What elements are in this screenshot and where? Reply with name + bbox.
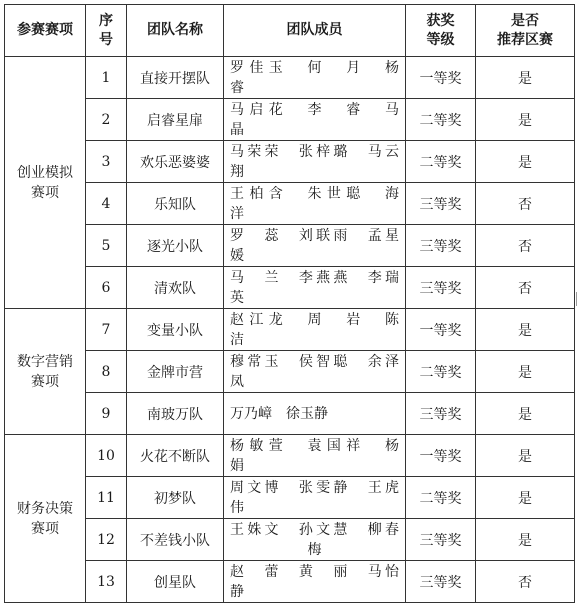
team-members: 马启花 李 睿 马 晶	[224, 99, 406, 141]
award-level: 三等奖	[406, 519, 476, 561]
table-row	[5, 183, 575, 225]
award-level: 二等奖	[406, 351, 476, 393]
award-level: 三等奖	[406, 267, 476, 309]
team-name: 乐知队	[127, 183, 224, 225]
team-name: 变量小队	[127, 309, 224, 351]
recommend-flag: 是	[476, 141, 575, 183]
row-number: 2	[86, 99, 127, 141]
table-row	[5, 477, 575, 519]
recommend-flag: 是	[476, 519, 575, 561]
recommend-flag: 否	[476, 225, 575, 267]
row-number: 12	[86, 519, 127, 561]
team-name: 欢乐恶婆婆	[127, 141, 224, 183]
category-cell: 数字营销 赛项	[5, 309, 86, 435]
table-row	[5, 519, 575, 561]
header-team: 团队名称	[127, 5, 224, 57]
team-members: 周文博 张雯静 王虎 伟	[224, 477, 406, 519]
award-level: 一等奖	[406, 309, 476, 351]
row-number: 4	[86, 183, 127, 225]
table-row	[5, 435, 575, 477]
team-name: 启睿星扉	[127, 99, 224, 141]
award-level: 二等奖	[406, 477, 476, 519]
header-row	[5, 5, 575, 57]
awards-table	[4, 4, 575, 603]
team-members: 赵江龙 周 岩 陈 洁	[224, 309, 406, 351]
table-row	[5, 393, 575, 435]
table-row	[5, 99, 575, 141]
team-members: 赵 蕾 黄 丽 马怡 静	[224, 561, 406, 603]
team-members: 罗佳玉 何 月 杨 睿	[224, 57, 406, 99]
row-number: 7	[86, 309, 127, 351]
team-members: 王姝文 孙文慧 柳春 梅	[224, 519, 406, 561]
team-name: 逐光小队	[127, 225, 224, 267]
row-number: 5	[86, 225, 127, 267]
category-cell: 创业模拟 赛项	[5, 57, 86, 309]
team-members: 穆常玉 侯智聪 余泽 凤	[224, 351, 406, 393]
row-number: 1	[86, 57, 127, 99]
team-name: 火花不断队	[127, 435, 224, 477]
row-number: 8	[86, 351, 127, 393]
team-name: 金牌市营	[127, 351, 224, 393]
table-row	[5, 351, 575, 393]
row-number: 9	[86, 393, 127, 435]
team-members: 罗 蕊 刘联雨 孟星 媛	[224, 225, 406, 267]
row-number: 10	[86, 435, 127, 477]
recommend-flag: 是	[476, 99, 575, 141]
team-name: 不差钱小队	[127, 519, 224, 561]
table-row	[5, 141, 575, 183]
recommend-flag: 否	[476, 561, 575, 603]
team-name: 创星队	[127, 561, 224, 603]
header-category: 参赛赛项	[5, 5, 86, 57]
header-members: 团队成员	[224, 5, 406, 57]
recommend-flag: 是	[476, 435, 575, 477]
team-members: 王柏含 朱世聪 海 洋	[224, 183, 406, 225]
table-row	[5, 57, 575, 99]
award-level: 三等奖	[406, 561, 476, 603]
team-members: 马 兰 李燕燕 李瑞 英	[224, 267, 406, 309]
team-members: 万乃嶂 徐玉静	[224, 393, 406, 435]
team-members: 马荣荣 张梓璐 马云 翔	[224, 141, 406, 183]
header-award: 获奖 等级	[406, 5, 476, 57]
team-name: 直接开摆队	[127, 57, 224, 99]
team-name: 清欢队	[127, 267, 224, 309]
row-number: 13	[86, 561, 127, 603]
recommend-flag: 否	[476, 183, 575, 225]
table-row	[5, 267, 575, 309]
row-number: 11	[86, 477, 127, 519]
recommend-flag: 是	[476, 477, 575, 519]
page-edge-mark	[576, 292, 581, 306]
award-level: 二等奖	[406, 99, 476, 141]
table-row	[5, 561, 575, 603]
recommend-flag: 是	[476, 57, 575, 99]
recommend-flag: 是	[476, 309, 575, 351]
award-level: 二等奖	[406, 141, 476, 183]
team-name: 初梦队	[127, 477, 224, 519]
header-index: 序 号	[86, 5, 127, 57]
award-level: 三等奖	[406, 183, 476, 225]
team-members: 杨敏萱 袁国祥 杨 娟	[224, 435, 406, 477]
recommend-flag: 是	[476, 393, 575, 435]
award-level: 三等奖	[406, 393, 476, 435]
award-level: 一等奖	[406, 57, 476, 99]
table-row	[5, 309, 575, 351]
recommend-flag: 是	[476, 351, 575, 393]
recommend-flag: 否	[476, 267, 575, 309]
category-cell: 财务决策 赛项	[5, 435, 86, 603]
row-number: 3	[86, 141, 127, 183]
team-name: 南玻万队	[127, 393, 224, 435]
award-level: 三等奖	[406, 225, 476, 267]
table-row	[5, 225, 575, 267]
award-level: 一等奖	[406, 435, 476, 477]
header-recommend: 是否 推荐区赛	[476, 5, 575, 57]
row-number: 6	[86, 267, 127, 309]
